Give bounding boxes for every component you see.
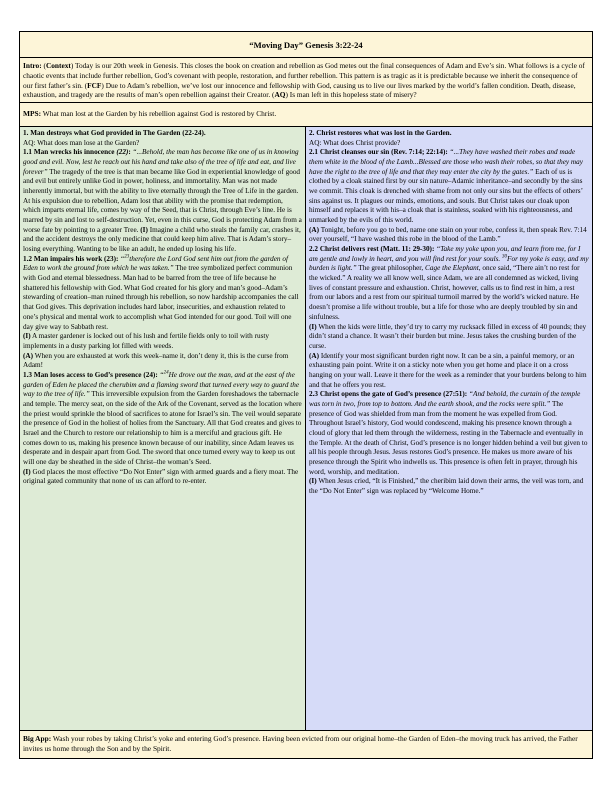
subpoint-2-2-illustration: When the kids were little, they’d try to carry my rucksack filled in excess of 40 pounds; they didn’t stand a chance. It wasn’t their burden but mine. Jesus takes the crushing burden of the curse.: [309, 322, 587, 350]
subpoint-2-1: 2.1 Christ cleanses our sin (Rev. 7:14; 22:14): “...They have washed their robes and made them white in the blood of the Lamb...Blessed are those who wash their robes, so that they may have the right to the tree of life and that they may enter the city by the gates.” Each of us is clothed by a cloak stained first by our sin nature–Adamic inheritance–and secondly by the sins we commit. This cloak is drenched with shame from not only our sins but the effects of others’ sins against us. It plagues our minds, emotions, and souls. But Christ takes our cloak upon himself and replaces it with his–a cloak that is stainless, soaked with his righteousness, and unmarked by the evils of this world. (A) Tonight, before you go to bed, name one stain on your robe, confess it, then speak Rev. 7:14 over yourself, “I have washed this robe in the blood of the Lamb.”: [309, 148, 587, 244]
sermon-outline-table: [19, 31, 593, 759]
big-app-text: Wash your robes by taking Christ’s yoke and entering God’s presence. Having been evicted from our original home–the Garden of Eden–the moving truck has arrived, the Father invites us home through the Son and by the Spirit.: [23, 734, 578, 754]
subpoint-1-3-body: This irreversible expulsion from the Garden foreshadows the tabernacle and temple. The mercy seat, on the side of the Ark of the Covenant, served as the location where the priest would sprinkle the blood of sacrifices to atone for Israel’s sin. The veil would separate the presence of God in the holiest of holies from the Sanctuary. All that God creates and gives to Israel and the Church to restore our relationship to him is a merciful and gracious gift. He comes down to us, making his presence known because of our inability, since Adam leaves us desperate and in despair apart from God. The sword that once turned every way to keep us out will one day be sheathed in the side of Christ–the woman’s Seed.: [23, 390, 302, 466]
mps-section: MPS: What man lost at the Garden by his rebellion against God is restored by Christ.: [20, 103, 592, 127]
subpoint-1-3-title: 1.3 Man loses access to God’s presence: [23, 370, 142, 379]
point-1-heading: 1. Man destroys what God provided in The Garden (22-24).: [23, 129, 206, 138]
fcf-text: Due to Adam’s rebellion, we’ve lost our innocence and fellowship with God, causing us to live our lives marked by the world’s fallen condition. Death, disease, exhaustion, and tragedy are the results of man’s open rebellion against their Creator.: [23, 80, 576, 100]
aq-label: AQ: [274, 90, 286, 100]
mps-text: What man lost at the Garden by his rebellion against God is restored by Christ.: [42, 109, 277, 119]
aq-text: Is man left in this hopeless state of misery?: [289, 90, 417, 100]
right-column: [306, 127, 592, 730]
big-app-section: Big App: Wash your robes by taking Christ’s yoke and entering God’s presence. Having been evicted from our original home–the Garden of Eden–the moving truck has arrived, the Father invites us home through the Son and by the Spirit.: [20, 731, 592, 758]
point-2-heading: 2. Christ restores what was lost in the Garden.: [309, 129, 452, 138]
subpoint-1-2: 1.2 Man impairs his work (23): “$^{23}$therefore the Lord God sent him out from the garden of Eden to work the ground from which he was taken.” The tree symbolized perfect communion with God and eternal blessedness. Man had to be barred from the tree of life because he shattered his fellowship with God. What God created for his glory and man’s good–Adam’s stewarding of creation–man ruined through his rebellion, so now hardship accompanies the call that God gives. This deprivation includes hard labor, insecurities, and exhaustion related to one’s physical and mental work to accomplish what God intended for our good. Toil will one day give way to Sabbath rest. (I) A master gardener is locked out of his lush and fertile fields only to toil with rusty implements in a dusty parking lot filled with weeds. (A) When you are exhausted at work this week–name it, don’t deny it, this is the curse from Adam!: [23, 254, 299, 370]
subpoint-2-1-application: Tonight, before you go to bed, name one stain on your robe, confess it, then speak Rev. 7:14 over yourself, “I have washed this robe in the blood of the Lamb.”: [309, 225, 587, 244]
subpoint-2-1-title: 2.1 Christ cleanses our sin (Rev. 7:14; 22:14):: [309, 148, 448, 157]
subpoint-1-3-illustration: God places the most effective “Do Not Enter” sign with armed guards and a fiery moat. The original gated community that none of us can afford to re-enter.: [23, 467, 299, 486]
subpoint-1-3-quote: He drove out the man, and at the east of the garden of Eden he placed the cherubim and a flaming sword that turned every way to guard the way to the tree of life.: [23, 370, 300, 399]
subpoint-1-1: 1.1 Man wrecks his innocence (22): “...Behold, the man has become like one of us in knowing good and evil. Now, lest he reach out his hand and take also of the tree of life and eat, and live forever” The tragedy of the tree is that man became like God in experiential knowledge of good and evil but entirely unlike God in power, holiness, and immortality. Man was not made inherently immortal, but with the ability to live eternally through the Tree of Life in the garden. At his expulsion due to rebellion, Adam lost that ability with the promise that redemption, which imparts eternal life, comes by way of the Seed, that is Christ, through Eve’s line. He is marred by sin and lost to self-destruction. Yet, even in this curse, God is protecting Adam from a worse fate by pointing to a greater Tree. (I) Imagine a child who steals the family car, crashes it, and the accident destroys the only medicine that could keep him alive. That is Adam’s story–losing everything. Wanting to be like an adult, he ended up losing his life.: [23, 148, 302, 254]
subpoint-1-1-body: The tragedy of the tree is that man became like God in experiential knowledge of good and evil but entirely unlike God in power, holiness, and immortality. Man was not made inherently immortal, but with the ability to live eternally through the Tree of Life in the garden. At his expulsion due to rebellion, Adam lost that ability with the promise that redemption, which imparts eternal life, comes by way of the Seed, that is Christ, through Eve’s line. He is marred by sin and lost to self-destruction. Yet, even in this curse, God is protecting Adam from a worse fate by pointing to a greater Tree.: [23, 167, 302, 234]
subpoint-1-2-quote: therefore the Lord God sent him out from the garden of Eden to work the ground from which he was taken.: [23, 254, 288, 273]
subpoint-2-2-application: Identify your most significant burden right now. It can be a sin, a painful memory, or an exhausting pain point. Write it on a sticky note when you get home and place it on a cross hanging on your wall. Leave it there for the week as a reminder that your burdens belong to him and that he offers you rest.: [309, 351, 587, 389]
big-app-label: Big App: [23, 734, 49, 744]
subpoint-2-3-title: 2.3 Christ opens the gate of God’s presence (27:51):: [309, 390, 468, 399]
context-label: Context: [45, 61, 71, 70]
subpoint-2-2-title: 2.2 Christ delivers rest (Matt. 11: 29-30):: [309, 245, 435, 254]
subpoint-1-2-body: The tree symbolized perfect communion with God and eternal blessedness. Man had to be barred from the tree of life because he shattered his fellowship with God. What God created for his glory and man’s good–Adam’s stewarding of creation–man ruined through his rebellion, so now hardship accompanies the call that God gives. This deprivation includes hard labor, insecurities, and exhaustion related to one’s physical and mental work to accomplish what God intended for our good. Toil will one day give way to Sabbath rest.: [23, 264, 299, 331]
point-2-aq: AQ: What does Christ provide?: [309, 138, 401, 147]
points-columns: [20, 127, 592, 731]
subpoint-2-1-quote: “...They have washed their robes and made them white in the blood of the Lamb...Blessed are those who wash their robes, so that they may have the right to the tree of life and that they may enter the city by the gates.”: [309, 148, 583, 176]
subpoint-2-3: 2.3 Christ opens the gate of God’s presence (27:51): “And behold, the curtain of the temple was torn in two, from top to bottom. And the earth shook, and the rocks were split.” The presence of God was shielded from man from the moment he was expelled from God. Throughout Israel’s history, God would condescend, making his presence known through a cloud of glory that led them through the wilderness, resting in the Tabernacle and eventually in the Temple. At the death of Christ, God’s presence is no longer hidden behind a veil but given to all his people through Jesus. Jesus restores God’s presence. He makes us more aware of his presence through the Spirit who indwells us. This presence is often felt in prayer, through his word, worship, and meditation. (I) When Jesus cried, “It is Finished,” the cheribim laid down their arms, the veil was torn, and the “Do Not Enter” sign was replaced by “Welcome Home.”: [309, 390, 588, 495]
subpoint-2-3-quote: “And behold, the curtain of the temple was torn in two, from top to bottom. And the earth shook, and the rocks were split.”: [309, 390, 581, 408]
fcf-label: FCF: [87, 80, 102, 90]
subpoint-2-3-illustration: When Jesus cried, “It is Finished,” the cheribim laid down their arms, the veil was torn, and the “Do Not Enter” sign was replaced by “Welcome Home.”: [309, 477, 584, 495]
subpoint-2-1-body: Each of us is clothed by a cloak stained first by our sin nature–Adamic inheritance–and secondly by the sins we commit. This cloak is drenched with shame from not only our sins but the effects of others’ sins against us. It plagues our minds, emotions, and souls. But Christ takes our cloak upon himself and replaces it with his–a cloak that is stainless, soaked with his righteousness, and unmarked by the evils of this world.: [309, 167, 583, 225]
left-column: [20, 127, 306, 730]
subpoint-2-2: 2.2 Christ delivers rest (Matt. 11: 29-30): “Take my yoke upon you, and learn from me, for I am gentle and lowly in heart, and you will find rest for your souls. $^{30}$For my yoke is easy, and my burden is light.” The great philosopher, Cage the Elephant, once said, “There ain’t no rest for the wicked.” A reality we all know well, since Adam, we are all condemned as wicked, living lives of constant pressure and exhaustion. Christ, however, calls us to find rest in him, a rest from our labors and a rest from our spiritual turmoil marred by the world’s wicked nature. He doesn’t promise a life without trouble, but a life for those who are deeply troubled by sin and sinfulness. (I) When the kids were little, they’d try to carry my rucksack filled in excess of 40 pounds; they didn’t stand a chance. It wasn’t their burden but mine. Jesus takes the crushing burden of the curse. (A) Identify your most significant burden right now. It can be a sin, a painful memory, or an exhausting pain point. Write it on a sticky note when you get home and place it on a cross hanging on your wall. Leave it there for the week as a reminder that your burdens belong to him and that he offers you rest.: [309, 245, 589, 389]
subpoint-2-3-body: The presence of God was shielded from man from the moment he was expelled from God. Throughout Israel’s history, God would condescend, making his presence known through a cloud of glory that led them through the wilderness, resting in the Tabernacle and eventually in the Temple. At the death of Christ, God’s presence is no longer hidden behind a veil but given to all his people through Jesus. Jesus restores God’s presence. He makes us more aware of his presence through the Spirit who indwells us. This presence is often felt in prayer, through his word, worship, and meditation.: [309, 399, 588, 476]
subpoint-1-2-illustration: A master gardener is locked out of his lush and fertile fields only to toil with rusty implements in a dusty parking lot filled with weeds.: [23, 332, 270, 350]
subpoint-1-3: 1.3 Man loses access to God’s presence (24): “$^{24}$He drove out the man, and at the east of the garden of Eden he placed the cherubim and a flaming sword that turned every way to guard the way to the tree of life.” This irreversible expulsion from the Garden foreshadows the tabernacle and temple. The mercy seat, on the side of the Ark of the Covenant, served as the location where the priest would sprinkle the blood of sacrifices to atone for Israel’s sin. The veil would separate the presence of God in the holiest of holies from the Sanctuary. All that God creates and gives to Israel and the Church to restore our relationship to him is a merciful and gracious gift. He comes down to us, making his presence known because of our inability, since Adam leaves us desperate and in despair apart from God. The sword that once turned every way to keep us out will one day be sheathed in the side of Christ–the woman’s Seed. (I) God places the most effective “Do Not Enter” sign with armed guards and a fiery moat. The original gated community that none of us can afford to re-enter.: [23, 370, 302, 486]
subpoint-1-2-title: 1.2 Man impairs his work: [23, 254, 103, 263]
intro-label: Intro: [23, 61, 40, 70]
subpoint-1-1-illustration: Imagine a child who steals the family car, crashes it, and the accident destroys the only medicine that could keep him alive. That is Adam’s story–losing everything. Wanting to be like an adult, he ended up losing his life.: [23, 225, 301, 254]
subpoint-1-1-quote: “...Behold, the man has become like one of us in knowing good and evil. Now, lest he reach out his hand and take also of the tree of life and eat, and live forever”: [23, 148, 299, 176]
sermon-title: “Moving Day” Genesis 3:22-24: [20, 32, 592, 58]
subpoint-1-1-title: 1.1 Man wrecks his innocence: [23, 148, 115, 157]
subpoint-2-2-body: once said, “There ain’t no rest for the wicked.” A reality we all know well, since Adam, we are all condemned as wicked, living lives of constant pressure and exhaustion. Christ, however, calls us to find rest in him, a rest from our labors and a rest from our spiritual turmoil marred by the world’s wicked nature. He doesn’t promise a life without trouble, but a life for those who are deeply troubled by sin and sinfulness.: [309, 264, 580, 321]
mps-label: MPS: [23, 109, 39, 119]
intro-section: Intro: (Context) Today is our 20th week in Genesis. This closes the book on creation and rebellion as God metes out the final consequences of Adam and Eve’s sin. What follows is a cycle of chaotic events that include further rebellion, God’s covenant with people, restoration, and further rebellion. This pattern is as tragic as it is predictable because we inherit the consequence of our first father’s sin. (FCF) Due to Adam’s rebellion, we’ve lost our innocence and fellowship with God, causing us to live our lives marked by the world’s fallen condition. Death, disease, exhaustion, and tragedy are the results of man’s open rebellion against their Creator. (AQ) Is man left in this hopeless state of misery?: [20, 58, 592, 103]
point-1-aq: AQ: What does man lose at the Garden?: [23, 138, 140, 147]
subpoint-2-2-quote: “Take my yoke upon you, and learn from me, for I am gentle and lowly in heart, and you will find rest for your souls.: [309, 245, 581, 263]
subpoint-1-2-application: When you are exhausted at work this week–name it, don’t deny it, this is the curse from Adam!: [23, 351, 289, 370]
context-text: Today is our 20th week in Genesis. This closes the book on creation and rebellion as God metes out the final consequences of Adam and Eve’s sin. What follows is a cycle of chaotic events that include further rebellion, God’s covenant with people, restoration, and further rebellion. This pattern is as tragic as it is predictable because we inherit the consequence of our first father’s sin.: [23, 61, 585, 90]
